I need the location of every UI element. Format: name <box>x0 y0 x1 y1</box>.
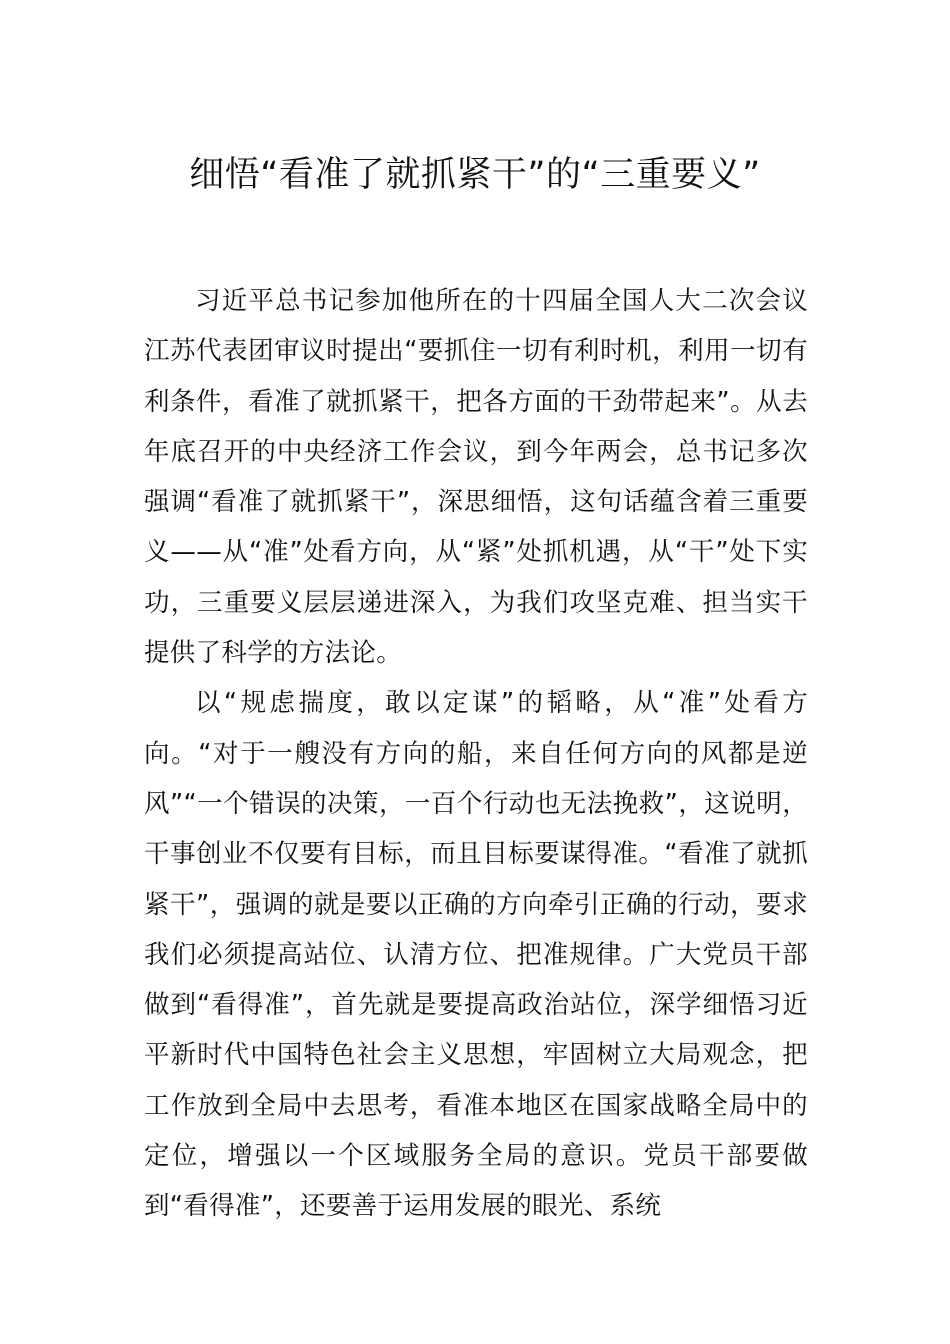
paragraph-1: 习近平总书记参加他所在的十四届全国人大二次会议江苏代表团审议时提出“要抓住一切有利时机，利用一切有利条件，看准了就抓紧干，把各方面的干劲带起来”。从去年底召开的中央经济工作会议，到今年两会，总书记多次强调“看准了就抓紧干”，深思细悟，这句话蕴含着三重要义——从“准”处看方向，从“紧”处抓机遇，从“干”处下实功，三重要义层层递进深入，为我们攻坚克难、担当实干提供了科学的方法论。 <box>144 286 808 669</box>
document-title: 细悟“看准了就抓紧干”的“三重要义” <box>189 155 761 195</box>
document-body <box>144 276 808 1232</box>
paragraph-2: 以“规虑揣度，敢以定谋”的韬略，从“准”处看方向。“对于一艘没有方向的船，来自任何方向的风都是逆风”“一个错误的决策，一百个行动也无法挽救”，这说明，干事创业不仅要有目标，而且目标要谋得准。“看准了就抓紧干”，强调的就是要以正确的方向牵引正确的行动，要求我们必须提高站位、认清方位、把准规律。广大党员干部做到“看得准”，首先就是要提高政治站位，深学细悟习近平新时代中国特色社会主义思想，牢固树立大局观念，把工作放到全局中去思考，看准本地区在国家战略全局中的定位，增强以一个区域服务全局的意识。党员干部要做到“看得准”，还要善于运用发展的眼光、系统 <box>144 688 808 1222</box>
